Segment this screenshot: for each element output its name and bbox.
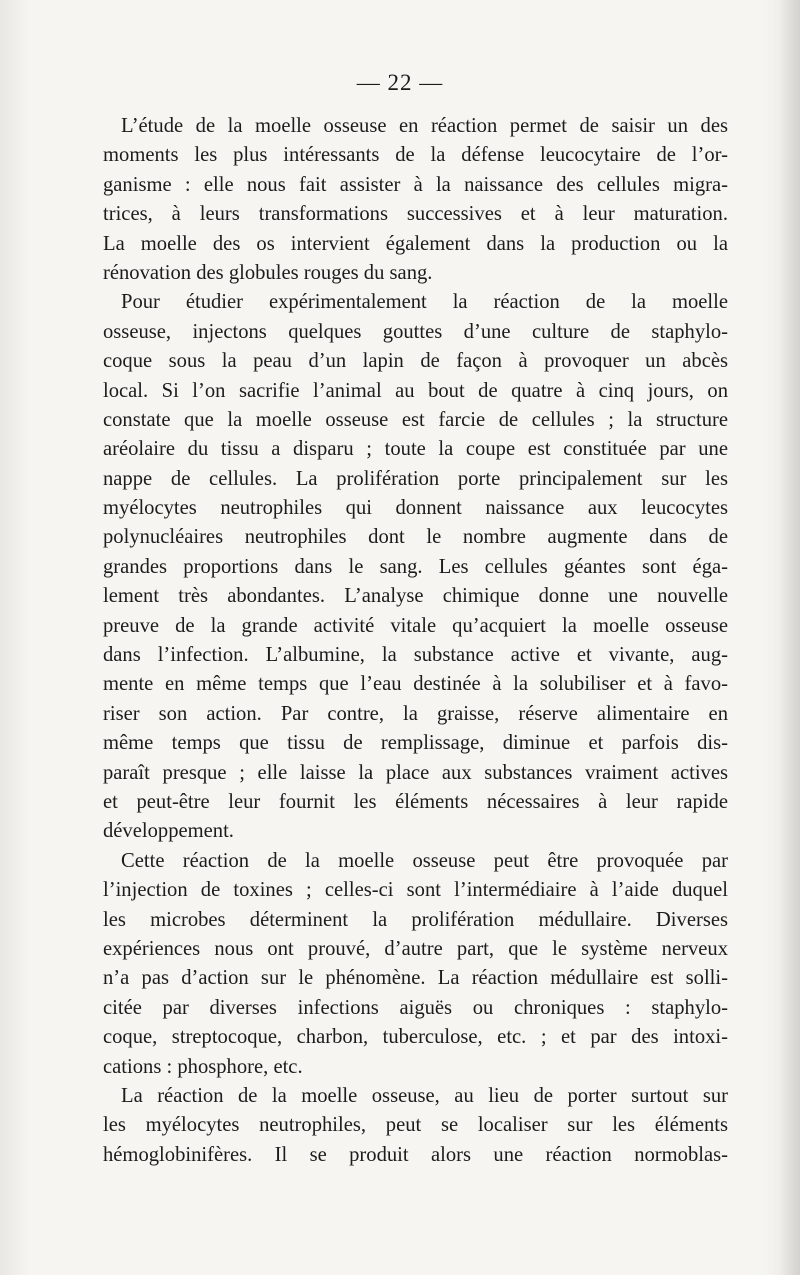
text-line: expériences nous ont prouvé, d’autre part, que le système nerveux: [103, 937, 728, 960]
text-line: ganisme : elle nous fait assister à la naissance des cellules migra-: [103, 173, 728, 196]
body-text: [103, 112, 728, 1170]
page-number: — 22 —: [356, 70, 444, 95]
text-line: les myélocytes neutrophiles, peut se localiser sur les éléments: [103, 1114, 728, 1137]
text-line: local. Si l’on sacrifie l’animal au bout de quatre à cinq jours, on: [103, 379, 728, 402]
paragraph-2: [103, 288, 728, 846]
text-line: même temps que tissu de remplissage, diminue et parfois dis-: [103, 732, 728, 755]
text-line: nappe de cellules. La prolifération porte principalement sur les: [103, 467, 728, 490]
text-line: moments les plus intéressants de la défense leucocytaire de l’or-: [103, 144, 728, 167]
text-line: rénovation des globules rouges du sang.: [103, 261, 433, 284]
text-line: mente en même temps que l’eau destinée à la solubiliser et à favo-: [103, 673, 728, 696]
text-line: La moelle des os intervient également dans la production ou la: [103, 232, 728, 255]
text-line: myélocytes neutrophiles qui donnent naissance aux leucocytes: [103, 497, 728, 520]
text-line: paraît presque ; elle laisse la place aux substances vraiment actives: [103, 761, 728, 784]
paragraph-1: [103, 112, 728, 288]
text-line: osseuse, injectons quelques gouttes d’une culture de staphylo-: [103, 320, 728, 343]
text-line: lement très abondantes. L’analyse chimique donne une nouvelle: [103, 585, 728, 608]
text-line: cations : phosphore, etc.: [103, 1055, 303, 1078]
text-line: développement.: [103, 820, 234, 843]
text-line: L’étude de la moelle osseuse en réaction permet de saisir un des: [121, 115, 728, 137]
text-line: riser son action. Par contre, la graisse, réserve alimentaire en: [103, 702, 728, 725]
text-line: La réaction de la moelle osseuse, au lieu de porter surtout sur: [121, 1084, 728, 1107]
paragraph-3: [103, 847, 728, 1082]
paragraph-4: [103, 1082, 728, 1170]
text-line: dans l’infection. L’albumine, la substance active et vivante, aug-: [103, 644, 728, 667]
text-line: les microbes déterminent la prolifération médullaire. Diverses: [103, 908, 728, 931]
text-line: et peut-être leur fournit les éléments nécessaires à leur rapide: [103, 790, 728, 813]
text-line: trices, à leurs transformations successives et à leur maturation.: [103, 203, 728, 226]
text-line: citée par diverses infections aiguës ou chroniques : staphylo-: [103, 996, 728, 1019]
text-line: l’injection de toxines ; celles-ci sont l’intermédiaire à l’aide duquel: [103, 879, 728, 902]
text-line: coque sous la peau d’un lapin de façon à provoquer un abcès: [103, 350, 728, 373]
text-line: n’a pas d’action sur le phénomène. La réaction médullaire est solli-: [103, 967, 728, 990]
text-line: Cette réaction de la moelle osseuse peut être provoquée par: [121, 849, 728, 872]
text-line: coque, streptocoque, charbon, tuberculose, etc. ; et par des intoxi-: [103, 1026, 728, 1049]
page-edge-shadow: [778, 0, 800, 1275]
text-line: preuve de la grande activité vitale qu’acquiert la moelle osseuse: [103, 614, 728, 637]
text-line: grandes proportions dans le sang. Les cellules géantes sont éga-: [103, 555, 728, 578]
text-line: constate que la moelle osseuse est farcie de cellules ; la structure: [103, 408, 728, 431]
text-line: aréolaire du tissu a disparu ; toute la coupe est constituée par une: [103, 438, 728, 461]
text-line: Pour étudier expérimentalement la réaction de la moelle: [121, 291, 728, 314]
text-line: hémoglobinifères. Il se produit alors une réaction normoblas-: [103, 1143, 728, 1166]
text-line: polynucléaires neutrophiles dont le nombre augmente dans de: [103, 526, 728, 549]
